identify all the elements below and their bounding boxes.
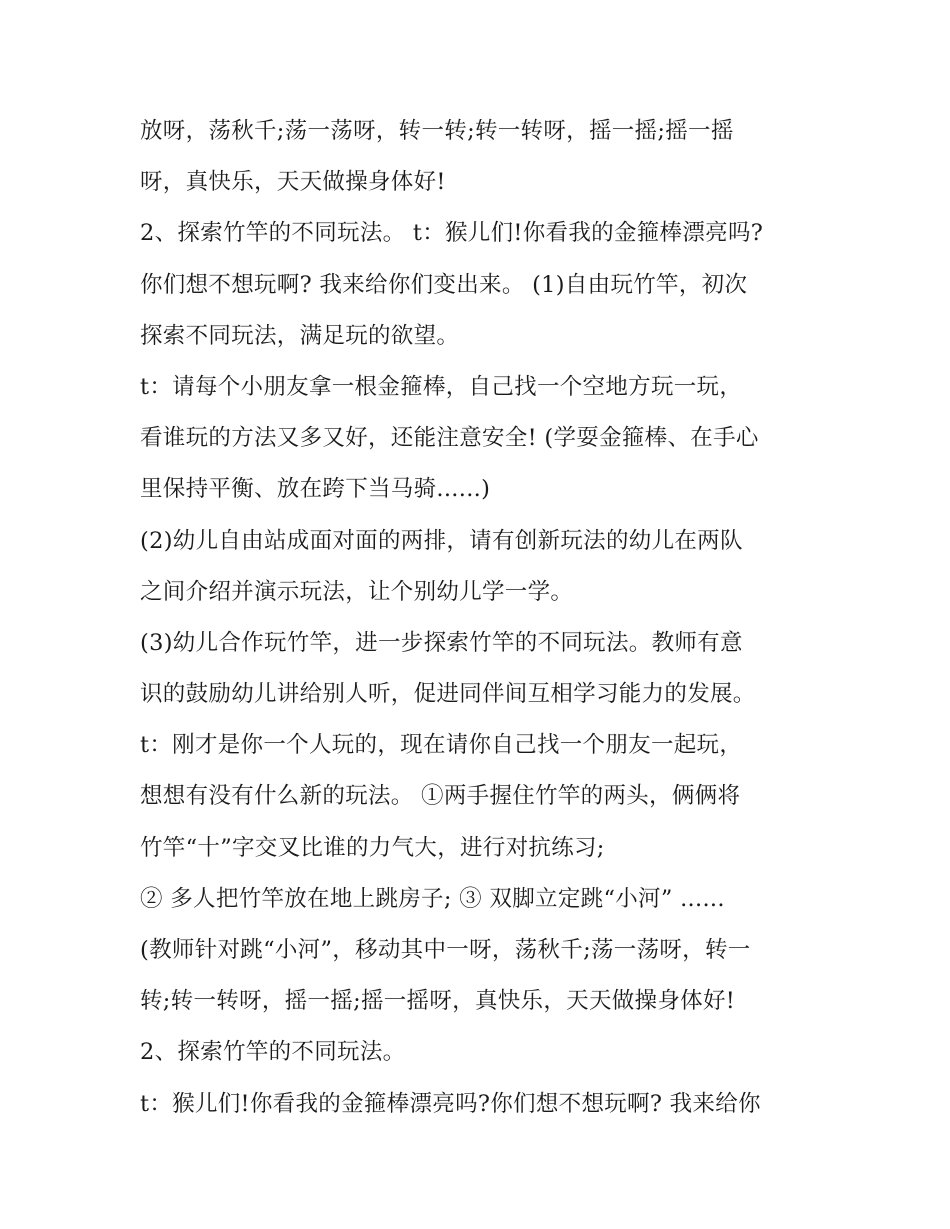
text-line: 2、探索竹竿的不同玩法。 t：猴儿们!你看我的金箍棒漂亮吗? — [140, 220, 764, 247]
text-line: 之间介绍并演示玩法，让个别幼儿学一学。 — [140, 578, 574, 605]
text-line: t：刚才是你一个人玩的，现在请你自己找一个朋友一起玩， — [140, 732, 743, 759]
text-line: 你们想不想玩啊? 我来给你们变出来。 (1)自由玩竹竿，初次 — [140, 271, 748, 298]
text-body — [140, 110, 820, 1134]
text-line: (教师针对跳“小河”，移动其中一呀，荡秋千;荡一荡呀，转一 — [140, 937, 751, 963]
text-line: 转;转一转呀，摇一摇;摇一摇呀，真快乐，天天做操身体好! — [140, 988, 736, 1015]
text-line: t：猴儿们!你看我的金箍棒漂亮吗?你们想不想玩啊? 我来给你 — [140, 1090, 761, 1117]
text-line: 想想有没有什么新的玩法。 ①两手握住竹竿的两头，俩俩将 — [140, 783, 741, 810]
text-line: (3)幼儿合作玩竹竿，进一步探索竹竿的不同玩法。教师有意 — [140, 629, 743, 656]
text-line: 识的鼓励幼儿讲给别人听，促进同伴间互相学习能力的发展。 — [140, 681, 756, 708]
text-line: 里保持平衡、放在跨下当马骑......) — [140, 476, 491, 503]
text-line: 呀，真快乐，天天做操身体好! — [140, 169, 446, 196]
text-line: (2)幼儿自由站成面对面的两排，请有创新玩法的幼儿在两队 — [140, 527, 743, 554]
text-line: 放呀，荡秋千;荡一荡呀，转一转;转一转呀，摇一摇;摇一摇 — [140, 118, 734, 144]
text-line: 探索不同玩法，满足玩的欲望。 — [140, 322, 460, 349]
text-line: 2、探索竹竿的不同玩法。 — [140, 1039, 406, 1066]
text-line: 竹竿“十”字交叉比谁的力气大，进行对抗练习; — [140, 834, 605, 861]
text-line: t：请每个小朋友拿一根金箍棒，自己找一个空地方玩一玩， — [140, 373, 743, 400]
text-line: 看谁玩的方法又多又好，还能注意安全! (学耍金箍棒、在手心 — [140, 425, 759, 452]
text-line: ② 多人把竹竿放在地上跳房子; ③ 双脚立定跳“小河” ...... — [140, 885, 725, 912]
